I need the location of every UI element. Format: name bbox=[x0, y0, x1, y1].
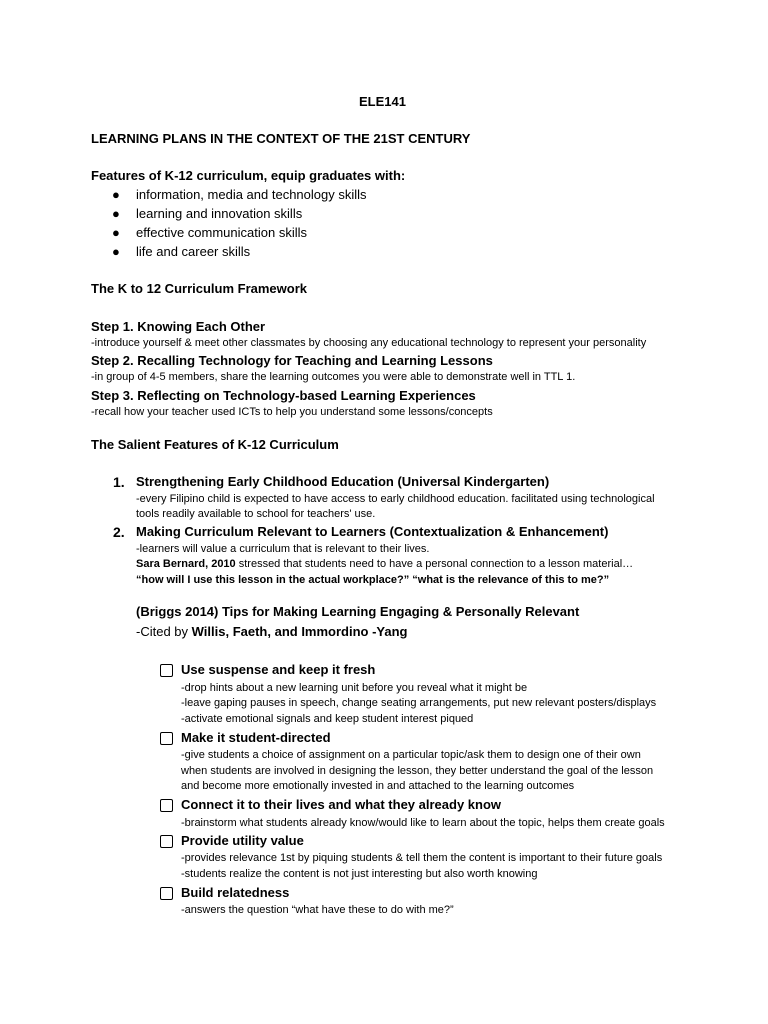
tip-desc: and become more emotionally invested in and attached to the learning outcomes bbox=[181, 780, 575, 792]
tip-desc: -drop hints about a new learning unit before you reveal what it might be bbox=[181, 682, 528, 694]
step-desc: -recall how your teacher used ICTs to help you understand some lessons/concepts bbox=[91, 406, 493, 418]
checkbox-icon[interactable] bbox=[160, 664, 173, 677]
briggs-heading: (Briggs 2014) Tips for Making Learning Engaging & Personally Relevant bbox=[136, 604, 580, 619]
tip-desc: -brainstorm what students already know/would like to learn about the topic, helps them create goals bbox=[181, 817, 665, 829]
tip-desc: -students realize the content is not just interesting but also worth knowing bbox=[181, 868, 538, 880]
citation-name: Sara Bernard, 2010 bbox=[136, 558, 236, 570]
bullet-icon: ● bbox=[112, 225, 120, 240]
checkbox-icon[interactable] bbox=[160, 799, 173, 812]
tip-desc: when students are involved in designing the lesson, they better understand the goal of the lesson bbox=[181, 765, 654, 777]
salient-title: Making Curriculum Relevant to Learners (Contextualization & Enhancement) bbox=[136, 524, 609, 539]
cited-prefix: -Cited by bbox=[136, 624, 192, 639]
list-number: 1. bbox=[113, 474, 125, 490]
citation-text: stressed that students need to have a personal connection to a lesson material… bbox=[235, 558, 634, 570]
tip-desc: -leave gaping pauses in speech, change seating arrangements, put new relevant posters/displays bbox=[181, 697, 657, 709]
tip-desc: -provides relevance 1st by piquing students & tell them the content is important to their future goals bbox=[181, 852, 663, 864]
tip-title: Connect it to their lives and what they already know bbox=[181, 797, 502, 812]
bullet-icon: ● bbox=[112, 206, 120, 221]
relevance-quote: “how will I use this lesson in the actual workplace?” “what is the relevance of this to me?” bbox=[136, 574, 610, 586]
step-title: Step 1. Knowing Each Other bbox=[91, 319, 266, 334]
checkbox-icon[interactable] bbox=[160, 887, 173, 900]
main-title: LEARNING PLANS IN THE CONTEXT OF THE 21ST CENTURY bbox=[91, 131, 471, 146]
course-code: ELE141 bbox=[359, 94, 406, 109]
tip-title: Make it student-directed bbox=[181, 730, 331, 745]
checkbox-icon[interactable] bbox=[160, 835, 173, 848]
features-heading: Features of K-12 curriculum, equip graduates with: bbox=[91, 168, 406, 183]
step-title: Step 3. Reflecting on Technology-based Learning Experiences bbox=[91, 388, 476, 403]
citation-line bbox=[136, 558, 633, 570]
salient-desc: -learners will value a curriculum that is relevant to their lives. bbox=[136, 543, 430, 555]
salient-desc: tools readily available to school for teachers' use. bbox=[136, 508, 376, 520]
bullet-icon: ● bbox=[112, 244, 120, 259]
step-title: Step 2. Recalling Technology for Teaching and Learning Lessons bbox=[91, 353, 493, 368]
checkbox-icon[interactable] bbox=[160, 732, 173, 745]
salient-heading: The Salient Features of K-12 Curriculum bbox=[91, 437, 339, 452]
bullet-icon: ● bbox=[112, 187, 120, 202]
cited-names: Willis, Faeth, and Immordino -Yang bbox=[191, 624, 408, 639]
tip-desc: -activate emotional signals and keep student interest piqued bbox=[181, 713, 474, 725]
salient-title: Strengthening Early Childhood Education (Universal Kindergarten) bbox=[136, 474, 550, 489]
tip-title: Use suspense and keep it fresh bbox=[181, 662, 376, 677]
step-desc: -introduce yourself & meet other classmates by choosing any educational technology to represent your personality bbox=[91, 337, 647, 349]
framework-heading: The K to 12 Curriculum Framework bbox=[91, 281, 307, 296]
tip-title: Provide utility value bbox=[181, 833, 304, 848]
step-desc: -in group of 4-5 members, share the learning outcomes you were able to demonstrate well in TTL 1. bbox=[91, 371, 576, 383]
cited-by-line bbox=[136, 624, 408, 639]
feature-item: effective communication skills bbox=[136, 225, 307, 240]
tip-title: Build relatedness bbox=[181, 885, 290, 900]
feature-item: information, media and technology skills bbox=[136, 187, 367, 202]
salient-desc: -every Filipino child is expected to have access to early childhood education. facilitated using technological bbox=[136, 493, 655, 505]
feature-item: learning and innovation skills bbox=[136, 206, 303, 221]
tip-desc: -answers the question “what have these to do with me?” bbox=[181, 904, 454, 916]
tip-desc: -give students a choice of assignment on a particular topic/ask them to design one of their own bbox=[181, 749, 641, 761]
list-number: 2. bbox=[113, 524, 125, 540]
feature-item: life and career skills bbox=[136, 244, 251, 259]
